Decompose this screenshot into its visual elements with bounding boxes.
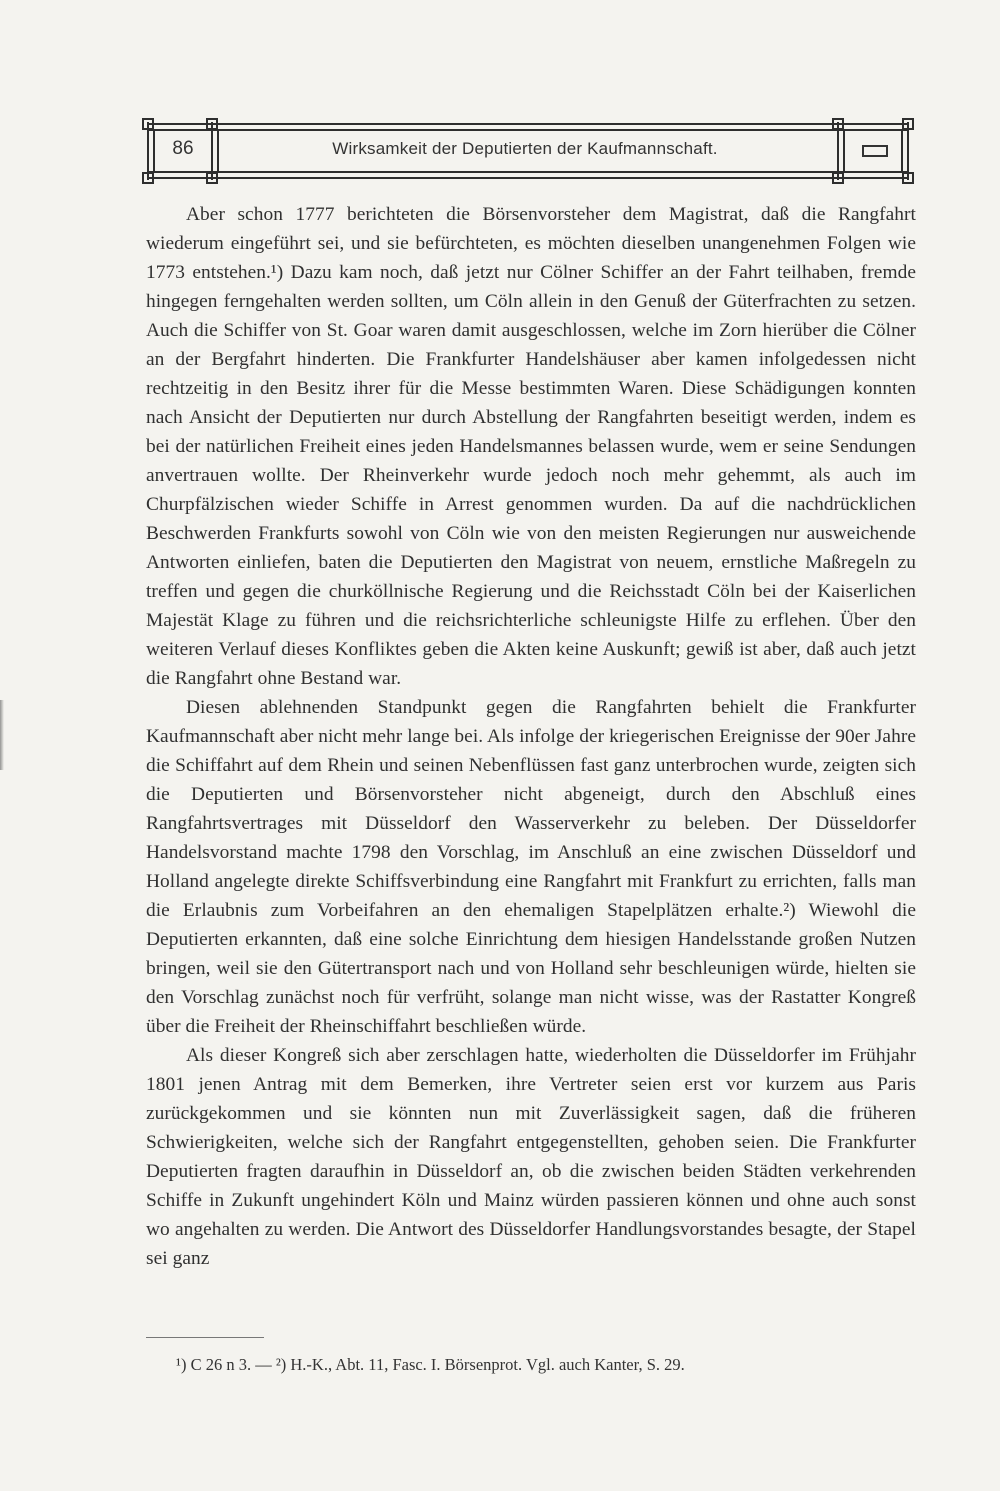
rectangle-ornament-icon — [862, 145, 888, 157]
paragraph: Als dieser Kongreß sich aber zerschlagen hatte, wiederholten die Düsseldorfer im Frühjahr 1801 jenen Antrag mit dem Bemerken, ihre Vertreter seien erst vor kurzem aus Paris zurückgekommen und sie könnten nun mit Zuverlässigkeit sagen, daß die früheren Schwierigkeiten, welche sich der Rangfahrt entgegenstellten, gehoben seien. Die Frankfurter Deputierten fragten daraufhin in Düsseldorf an, ob die zwischen beiden Städten verkehrenden Schiffe in Zukunft ungehindert Köln und Mainz würden passieren können und ohne auch sonst wo angehalten zu werden. Die Antwort des Düsseldorfer Handlungsvorstandes besagte, der Stapel sei ganz — [146, 1045, 916, 1269]
page-number: 86 — [172, 138, 194, 159]
paragraph: Diesen ablehnenden Standpunkt gegen die Rangfahrten behielt die Frankfurter Kaufmannschaft aber nicht mehr lange bei. Als infolge der kriegerischen Ereignisse der 90er Jahre die Schiffahrt auf dem Rhein und seinen Nebenflüssen fast ganz unterbrochen wurde, zeigten sich die Deputierten und Börsenvorsteher nicht abgeneigt, durch den Abschluß eines Rangfahrtsvertrages mit Düsseldorf den Wasserverkehr zu beleben. Der Düsseldorfer Handelsvorstand machte 1798 den Vorschlag, im Anschluß an eine zwischen Düsseldorf und Holland angelegte direkte Schiffsverbindung eine Rangfahrt mit Frankfurt zu errichten, falls man die Erlaubnis zum Vorbeifahren an den ehemaligen Stapelplätzen erhalte.²) Wiewohl die Deputierten erkannten, daß eine solche Einrichtung dem hiesigen Handelsstande großen Nutzen bringen, weil sie den Gütertransport nach und von Holland sehr beschleunigen würde, hielten sie den Vorschlag zunächst noch für verfrüht, solange man nicht wisse, was der Rastatter Kongreß über die Freiheit der Rheinschiffahrt beschließen würde. — [146, 697, 916, 1037]
scan-shadow — [0, 700, 4, 770]
footnotes: ¹) C 26 n 3. — ²) H.-K., Abt. 11, Fasc. I. Börsenprot. Vgl. auch Kanter, S. 29. — [176, 1355, 685, 1374]
footnote-divider — [146, 1337, 264, 1338]
main-text — [146, 200, 916, 1273]
paragraph: Aber schon 1777 berichteten die Börsenvorsteher dem Magistrat, daß die Rangfahrt wiederum eingeführt sei, und sie befürchteten, es möchten dieselben unangenehmen Folgen wie 1773 entstehen.¹) Dazu kam noch, daß jetzt nur Cölner Schiffer an der Fahrt teilhaben, fremde hingegen ferngehalten werden sollten, um Cöln allein in den Genuß der Güterfrachten zu setzen. Auch die Schiffer von St. Goar waren damit ausgeschlossen, welche im Zorn hierüber die Cölner an der Bergfahrt hinderten. Die Frankfurter Handelshäuser aber kamen infolgedessen nicht rechtzeitig in den Besitz ihrer für die Messe bestimmten Waren. Diese Schädigungen konnten nach Ansicht der Deputierten nur durch Abstellung der Rangfahrten beseitigt werden, indem es bei der natürlichen Freiheit eines jeden Handelsmannes belassen wurde, wem er seine Sendungen anvertrauen wollte. Der Rheinverkehr wurde jedoch noch mehr gehemmt, als auch im Churpfälzischen wieder Schiffe in Arrest genommen wurden. Da auf die nachdrücklichen Beschwerden Frankfurts sowohl von Cöln wie von den meisten Regierungen nur ausweichende Antworten einliefen, baten die Deputierten den Magistrat von neuem, ernstliche Maßregeln zu treffen und gegen die churköllnische Regierung und die Reichsstadt Cöln bei der Kaiserlichen Majestät Klage zu führen und die reichsrichterliche schleunigste Hilfe zu erflehen. Über den weiteren Verlauf dieses Konfliktes geben die Akten keine Auskunft; gewiß ist aber, daß auch jetzt die Rangfahrt ohne Bestand war. — [146, 204, 916, 689]
running-title: Wirksamkeit der Deputierten der Kaufmannschaft. — [332, 139, 718, 158]
